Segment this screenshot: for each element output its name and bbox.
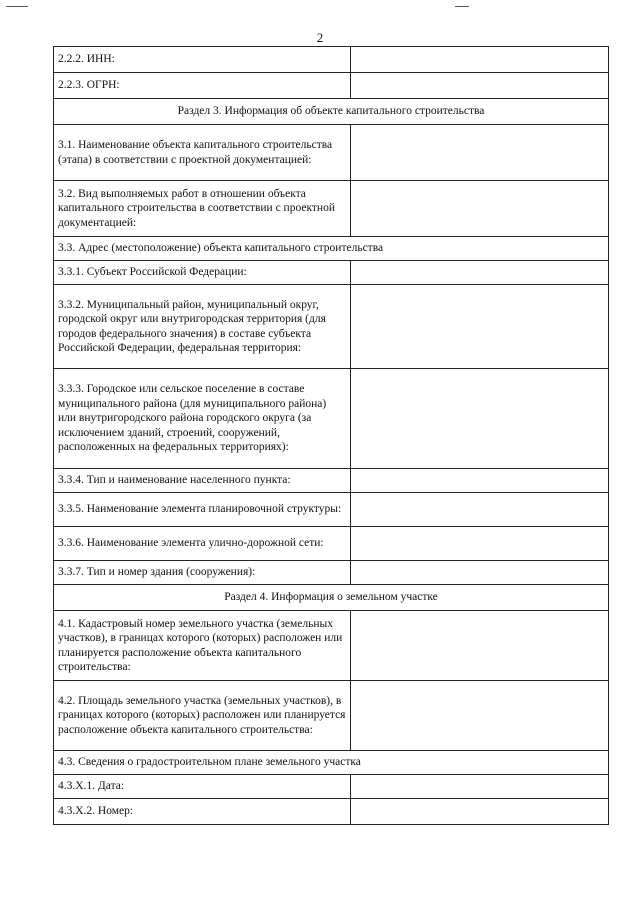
scan-mark xyxy=(455,6,469,7)
field-value[interactable] xyxy=(351,775,609,799)
field-value[interactable] xyxy=(351,73,609,99)
field-value[interactable] xyxy=(351,261,609,285)
section-title: Раздел 4. Информация о земельном участке xyxy=(54,585,609,611)
field-value[interactable] xyxy=(351,285,609,369)
field-label: 3.3.1. Субъект Российской Федерации: xyxy=(54,261,351,285)
field-value[interactable] xyxy=(351,369,609,469)
group-heading: 4.3. Сведения о градостроительном плане земельного участка xyxy=(54,751,609,775)
field-label: 3.3.7. Тип и номер здания (сооружения): xyxy=(54,561,351,585)
field-value[interactable] xyxy=(351,611,609,681)
field-label: 3.3.5. Наименование элемента планировочной структуры: xyxy=(54,493,351,527)
field-label: 3.3.4. Тип и наименование населенного пункта: xyxy=(54,469,351,493)
table-row xyxy=(54,611,609,681)
field-label: 3.3.6. Наименование элемента улично-дорожной сети: xyxy=(54,527,351,561)
table-row xyxy=(54,681,609,751)
table-row xyxy=(54,181,609,237)
table-row xyxy=(54,585,609,611)
table-row xyxy=(54,799,609,825)
field-value[interactable] xyxy=(351,561,609,585)
table-row xyxy=(54,469,609,493)
field-label: 4.3.Х.1. Дата: xyxy=(54,775,351,799)
table-row xyxy=(54,125,609,181)
table-row xyxy=(54,493,609,527)
field-label: 2.2.3. ОГРН: xyxy=(54,73,351,99)
table-row xyxy=(54,285,609,369)
field-value[interactable] xyxy=(351,681,609,751)
table-row xyxy=(54,751,609,775)
table-row xyxy=(54,47,609,73)
scan-mark xyxy=(6,6,28,7)
field-label: 3.2. Вид выполняемых работ в отношении объекта капитального строительства в соответствии с проектной документацией: xyxy=(54,181,351,237)
field-value[interactable] xyxy=(351,125,609,181)
form-table xyxy=(53,46,609,825)
field-label: 3.1. Наименование объекта капитального строительства (этапа) в соответствии с проектной документацией: xyxy=(54,125,351,181)
table-row xyxy=(54,369,609,469)
field-label: 4.1. Кадастровый номер земельного участка (земельных участков), в границах которого (которых) расположен или планируется расположение объекта капитального строительства: xyxy=(54,611,351,681)
group-heading: 3.3. Адрес (местоположение) объекта капитального строительства xyxy=(54,237,609,261)
table-row xyxy=(54,237,609,261)
field-value[interactable] xyxy=(351,47,609,73)
field-value[interactable] xyxy=(351,527,609,561)
section-title: Раздел 3. Информация об объекте капитального строительства xyxy=(54,99,609,125)
field-label: 4.2. Площадь земельного участка (земельных участков), в границах которого (которых) расположен или планируется расположение объекта капитального строительства: xyxy=(54,681,351,751)
field-label: 4.3.Х.2. Номер: xyxy=(54,799,351,825)
table-row xyxy=(54,775,609,799)
field-label: 3.3.3. Городское или сельское поселение в составе муниципального района (для муниципального района) или внутригородского района городского округа (за исключением зданий, строений, сооружений, расположенных на федеральных территориях): xyxy=(54,369,351,469)
field-value[interactable] xyxy=(351,469,609,493)
field-label: 3.3.2. Муниципальный район, муниципальный округ, городской округ или внутригородская территория (для городов федерального значения) в составе субъекта Российской Федерации, федеральная территория: xyxy=(54,285,351,369)
table-row xyxy=(54,561,609,585)
field-value[interactable] xyxy=(351,799,609,825)
table-row xyxy=(54,99,609,125)
field-value[interactable] xyxy=(351,493,609,527)
field-value[interactable] xyxy=(351,181,609,237)
table-row xyxy=(54,261,609,285)
table-row xyxy=(54,73,609,99)
page-number: 2 xyxy=(316,30,324,45)
field-label: 2.2.2. ИНН: xyxy=(54,47,351,73)
table-row xyxy=(54,527,609,561)
